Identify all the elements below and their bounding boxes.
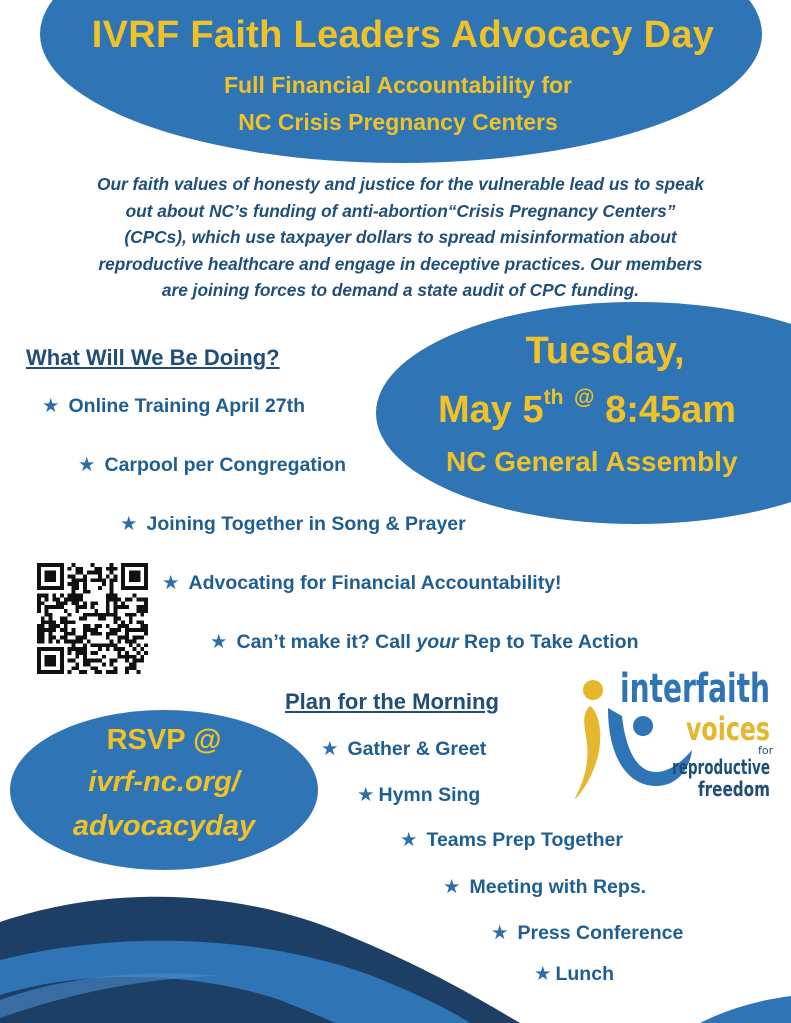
list-item-label: Advocating for Financial Accountability! xyxy=(188,572,562,594)
list-item-label: Hymn Sing xyxy=(378,784,481,806)
list-item-label: Online Training April 27th xyxy=(68,395,306,417)
intro-line: Our faith values of honesty and justice for the vulnerable lead us to speak xyxy=(97,174,704,194)
list-item-label: Rep to Take Action xyxy=(458,631,639,653)
list-item xyxy=(210,630,639,654)
list-item xyxy=(162,571,562,595)
list-item xyxy=(78,453,346,477)
star-icon: ★ xyxy=(400,829,418,851)
page-title: IVRF Faith Leaders Advocacy Day xyxy=(91,14,715,56)
star-icon: ★ xyxy=(78,454,96,476)
list-item-label: Joining Together in Song & Prayer xyxy=(146,513,466,535)
interfaith-voices-logo xyxy=(568,668,774,804)
event-month-day: May 5 xyxy=(438,389,544,431)
event-ordinal: th xyxy=(543,386,564,409)
plan-heading: Plan for the Morning xyxy=(285,689,499,714)
logo-word-interfaith: interfaith xyxy=(620,668,770,712)
star-icon: ★ xyxy=(534,963,552,985)
subtitle-line-1: Full Financial Accountability for xyxy=(223,72,572,98)
star-icon: ★ xyxy=(443,876,461,898)
list-item-label: Press Conference xyxy=(517,922,684,944)
list-item-label: Carpool per Congregation xyxy=(104,454,347,476)
event-at-sign: @ xyxy=(574,386,595,409)
star-icon: ★ xyxy=(210,631,228,653)
star-icon: ★ xyxy=(357,784,375,806)
intro-paragraph xyxy=(38,171,763,304)
rsvp-url-line1[interactable]: ivrf-nc.org/ xyxy=(88,766,240,798)
list-item-label: Can’t make it? Call xyxy=(236,631,417,653)
intro-line: (CPCs), which use taxpayer dollars to spread misinformation about xyxy=(124,227,677,247)
intro-line: are joining forces to demand a state audit of CPC funding. xyxy=(161,280,640,300)
intro-line: reproductive healthcare and engage in deceptive practices. Our members xyxy=(98,253,703,274)
event-time: 8:45am xyxy=(605,389,737,431)
emphasis-text: your xyxy=(416,631,459,653)
intro-line: out about NC’s funding of anti-abortion“Crisis Pregnancy Centers” xyxy=(125,200,676,221)
star-icon: ★ xyxy=(162,572,180,594)
logo-word-reproductive: reproductive xyxy=(672,755,770,779)
event-location: NC General Assembly xyxy=(446,446,738,477)
list-item xyxy=(42,394,305,418)
star-icon: ★ xyxy=(120,513,138,535)
star-icon: ★ xyxy=(321,738,339,760)
star-icon: ★ xyxy=(491,922,509,944)
event-day: Tuesday, xyxy=(525,330,685,372)
list-item-label: Lunch xyxy=(555,963,614,985)
list-item xyxy=(491,921,683,945)
list-item xyxy=(534,962,614,986)
list-item xyxy=(400,828,623,852)
logo-word-voices: voices xyxy=(686,710,770,748)
list-item-label: Teams Prep Together xyxy=(426,829,623,851)
list-item xyxy=(321,737,486,761)
qr-code[interactable] xyxy=(36,563,149,674)
rsvp-label: RSVP @ xyxy=(106,724,222,756)
rsvp-url-line2[interactable]: advocacyday xyxy=(72,810,256,842)
event-date-time xyxy=(438,386,736,432)
list-item-label: Gather & Greet xyxy=(347,738,487,760)
logo-word-freedom: freedom xyxy=(698,777,770,801)
star-icon: ★ xyxy=(42,395,60,417)
list-item-label: Meeting with Reps. xyxy=(469,876,647,898)
subtitle-line-2: NC Crisis Pregnancy Centers xyxy=(238,109,558,135)
doing-heading: What Will We Be Doing? xyxy=(26,345,280,370)
logo-word-for: for xyxy=(758,744,774,757)
list-item xyxy=(357,783,480,807)
list-item xyxy=(120,512,466,536)
